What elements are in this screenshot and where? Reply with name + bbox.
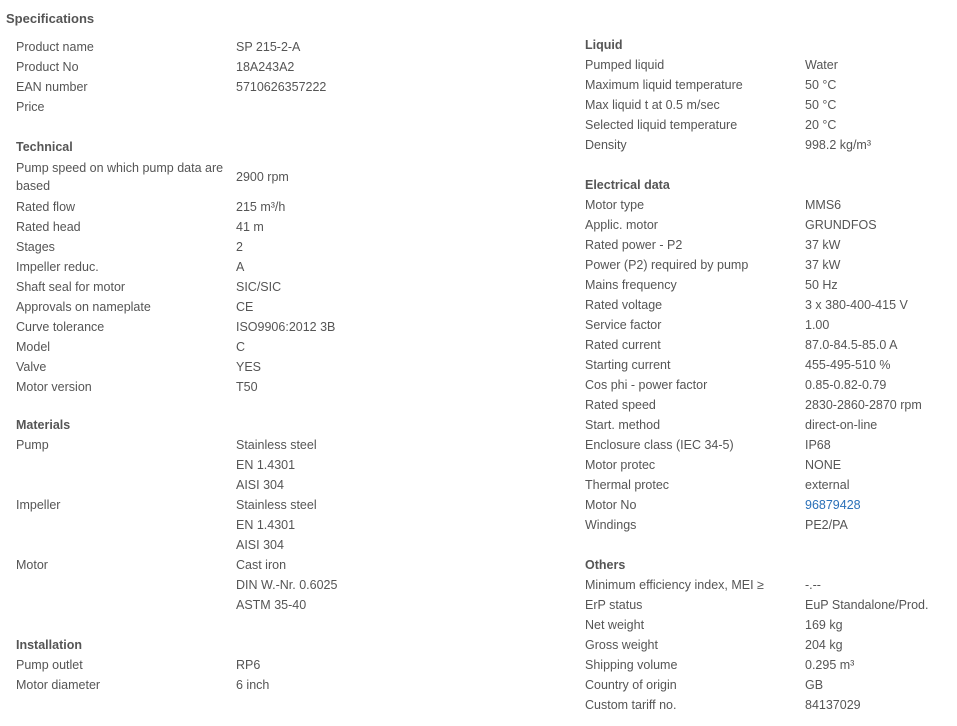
spec-label: Product name bbox=[16, 40, 94, 54]
spec-value: 50 °C bbox=[805, 98, 837, 112]
spec-value: 6 inch bbox=[236, 678, 270, 692]
spec-row bbox=[16, 217, 335, 237]
motor-number-link[interactable]: 96879428 bbox=[805, 498, 861, 512]
spec-label: Max liquid t at 0.5 m/sec bbox=[585, 98, 720, 112]
spec-value: 84137029 bbox=[805, 698, 861, 712]
spec-label: Density bbox=[585, 138, 627, 152]
spec-row bbox=[16, 317, 335, 337]
spec-row bbox=[585, 395, 922, 415]
spec-label: Motor version bbox=[16, 380, 92, 394]
spec-label: Enclosure class (IEC 34-5) bbox=[585, 438, 734, 452]
spec-value: RP6 bbox=[236, 658, 261, 672]
spec-value-line: Cast iron bbox=[236, 558, 287, 572]
spec-value: 998.2 kg/m³ bbox=[805, 138, 872, 152]
spec-row bbox=[16, 37, 326, 57]
spec-value: 169 kg bbox=[805, 618, 843, 632]
spec-value: 2830-2860-2870 rpm bbox=[805, 398, 922, 412]
spec-label: Gross weight bbox=[585, 638, 658, 652]
spec-value: 204 kg bbox=[805, 638, 843, 652]
spec-row bbox=[585, 55, 871, 75]
spec-row bbox=[16, 277, 335, 297]
spec-label: Motor protec bbox=[585, 458, 656, 472]
spec-row bbox=[585, 435, 922, 455]
spec-label: Product No bbox=[16, 60, 79, 74]
spec-value: SP 215-2-A bbox=[236, 40, 301, 54]
spec-value: 0.85-0.82-0.79 bbox=[805, 378, 887, 392]
spec-row bbox=[16, 57, 326, 77]
installation-section bbox=[16, 635, 269, 695]
spec-value: 2900 rpm bbox=[236, 170, 289, 184]
spec-value: NONE bbox=[805, 458, 842, 472]
spec-value: GRUNDFOS bbox=[805, 218, 877, 232]
spec-row bbox=[16, 435, 337, 495]
spec-label: Cos phi - power factor bbox=[585, 378, 708, 392]
spec-label: Pump outlet bbox=[16, 658, 83, 672]
spec-value bbox=[236, 435, 337, 495]
spec-row bbox=[16, 77, 326, 97]
spec-label: Windings bbox=[585, 518, 637, 532]
spec-row bbox=[585, 215, 922, 235]
spec-value: T50 bbox=[236, 380, 258, 394]
spec-label: Pump speed on which pump data are based bbox=[16, 161, 224, 193]
spec-value: GB bbox=[805, 678, 824, 692]
spec-label: Rated current bbox=[585, 338, 661, 352]
spec-label: Country of origin bbox=[585, 678, 677, 692]
spec-value: YES bbox=[236, 360, 262, 374]
spec-value: 0.295 m³ bbox=[805, 658, 855, 672]
general-section bbox=[16, 37, 326, 117]
spec-label: Shaft seal for motor bbox=[16, 280, 126, 294]
spec-row bbox=[585, 615, 928, 635]
spec-value: Water bbox=[805, 58, 838, 72]
spec-value-line: EN 1.4301 bbox=[236, 458, 296, 472]
spec-value bbox=[805, 495, 922, 515]
spec-value: 50 Hz bbox=[805, 278, 838, 292]
spec-value: 3 x 380-400-415 V bbox=[805, 298, 908, 312]
spec-row bbox=[585, 495, 922, 515]
spec-value: 50 °C bbox=[805, 78, 837, 92]
section-title: Liquid bbox=[585, 38, 623, 52]
spec-row bbox=[16, 495, 337, 555]
spec-value: ISO9906:2012 3B bbox=[236, 320, 336, 334]
spec-label: Rated voltage bbox=[585, 298, 663, 312]
spec-label: Curve tolerance bbox=[16, 320, 105, 334]
spec-label: Approvals on nameplate bbox=[16, 300, 151, 314]
spec-label: Rated head bbox=[16, 220, 81, 234]
spec-label: Motor diameter bbox=[16, 678, 101, 692]
spec-value: 455-495-510 % bbox=[805, 358, 891, 372]
spec-row bbox=[585, 675, 928, 695]
electrical-section bbox=[585, 175, 922, 535]
section-title: Others bbox=[585, 558, 626, 572]
spec-label: Minimum efficiency index, MEI ≥ bbox=[585, 578, 764, 592]
spec-value: 18A243A2 bbox=[236, 60, 295, 74]
spec-label: Service factor bbox=[585, 318, 662, 332]
materials-section bbox=[16, 415, 337, 615]
spec-row bbox=[585, 415, 922, 435]
section-title: Electrical data bbox=[585, 178, 670, 192]
spec-value-line: DIN W.-Nr. 0.6025 bbox=[236, 578, 338, 592]
spec-row bbox=[585, 455, 922, 475]
spec-row bbox=[585, 355, 922, 375]
spec-row bbox=[585, 375, 922, 395]
spec-label: Motor type bbox=[585, 198, 645, 212]
spec-row bbox=[585, 95, 871, 115]
spec-row bbox=[585, 315, 922, 335]
spec-value: 20 °C bbox=[805, 118, 837, 132]
spec-value: 1.00 bbox=[805, 318, 830, 332]
spec-label: Applic. motor bbox=[585, 218, 658, 232]
spec-row bbox=[585, 255, 922, 275]
spec-value: 87.0-84.5-85.0 A bbox=[805, 338, 898, 352]
spec-label: Thermal protec bbox=[585, 478, 670, 492]
spec-value: 37 kW bbox=[805, 238, 841, 252]
spec-label: Motor No bbox=[585, 498, 637, 512]
spec-value: direct-on-line bbox=[805, 418, 878, 432]
spec-value: 2 bbox=[236, 240, 243, 254]
spec-label: Rated power - P2 bbox=[585, 238, 683, 252]
spec-label: Start. method bbox=[585, 418, 661, 432]
others-section bbox=[585, 555, 928, 715]
spec-row bbox=[585, 695, 928, 715]
spec-label: Pump bbox=[16, 438, 49, 452]
spec-label: Rated flow bbox=[16, 200, 76, 214]
spec-row bbox=[585, 335, 922, 355]
spec-value-line: Stainless steel bbox=[236, 498, 317, 512]
spec-row bbox=[585, 235, 922, 255]
spec-value: 37 kW bbox=[805, 258, 841, 272]
spec-value: MMS6 bbox=[805, 198, 842, 212]
spec-value-line: Stainless steel bbox=[236, 438, 317, 452]
spec-value-line: AISI 304 bbox=[236, 538, 284, 552]
spec-row bbox=[16, 357, 335, 377]
spec-label: EAN number bbox=[16, 80, 88, 94]
spec-row bbox=[585, 655, 928, 675]
spec-value: C bbox=[236, 340, 246, 354]
spec-row bbox=[16, 675, 269, 695]
spec-value: A bbox=[236, 260, 245, 274]
spec-label: Power (P2) required by pump bbox=[585, 258, 749, 272]
spec-label: Pumped liquid bbox=[585, 58, 665, 72]
spec-value-line: EN 1.4301 bbox=[236, 518, 296, 532]
spec-row bbox=[16, 555, 337, 615]
spec-value: EuP Standalone/Prod. bbox=[805, 598, 929, 612]
spec-value-line: AISI 304 bbox=[236, 478, 284, 492]
section-title: Installation bbox=[16, 638, 82, 652]
spec-row bbox=[16, 197, 335, 217]
spec-label: Net weight bbox=[585, 618, 645, 632]
spec-row bbox=[585, 195, 922, 215]
liquid-section bbox=[585, 35, 871, 155]
spec-row bbox=[585, 75, 871, 95]
spec-value: IP68 bbox=[805, 438, 831, 452]
spec-row bbox=[585, 515, 922, 535]
spec-value: -.-- bbox=[805, 578, 821, 592]
spec-label: ErP status bbox=[585, 598, 643, 612]
spec-value: PE2/PA bbox=[805, 518, 848, 532]
spec-row bbox=[16, 655, 269, 675]
spec-label: Starting current bbox=[585, 358, 671, 372]
spec-value bbox=[236, 97, 326, 117]
spec-label: Model bbox=[16, 340, 51, 354]
spec-value: CE bbox=[236, 300, 254, 314]
spec-label: Impeller reduc. bbox=[16, 260, 99, 274]
spec-label: Selected liquid temperature bbox=[585, 118, 738, 132]
spec-row bbox=[585, 115, 871, 135]
spec-row bbox=[16, 237, 335, 257]
spec-row bbox=[16, 157, 335, 197]
spec-row bbox=[585, 635, 928, 655]
spec-label: Shipping volume bbox=[585, 658, 678, 672]
page-title: Specifications bbox=[6, 11, 95, 26]
spec-row bbox=[585, 475, 922, 495]
spec-row bbox=[585, 295, 922, 315]
spec-value-line: ASTM 35-40 bbox=[236, 598, 307, 612]
spec-value bbox=[236, 555, 337, 615]
section-title: Materials bbox=[16, 418, 71, 432]
spec-label: Price bbox=[16, 100, 45, 114]
spec-label: Maximum liquid temperature bbox=[585, 78, 743, 92]
spec-row bbox=[16, 297, 335, 317]
spec-label: Impeller bbox=[16, 498, 61, 512]
spec-label: Motor bbox=[16, 558, 48, 572]
spec-label: Custom tariff no. bbox=[585, 698, 677, 712]
spec-row bbox=[585, 575, 928, 595]
spec-label: Stages bbox=[16, 240, 55, 254]
spec-row bbox=[16, 97, 326, 117]
spec-value: 5710626357222 bbox=[236, 80, 327, 94]
spec-value: 215 m³/h bbox=[236, 200, 286, 214]
technical-section bbox=[16, 137, 335, 397]
spec-label: Mains frequency bbox=[585, 278, 677, 292]
spec-label: Rated speed bbox=[585, 398, 656, 412]
spec-value: SIC/SIC bbox=[236, 280, 282, 294]
spec-row bbox=[585, 595, 928, 615]
spec-row bbox=[585, 275, 922, 295]
spec-row bbox=[16, 257, 335, 277]
spec-row bbox=[585, 135, 871, 155]
spec-label: Valve bbox=[16, 360, 47, 374]
spec-row bbox=[16, 337, 335, 357]
spec-row bbox=[16, 377, 335, 397]
spec-value bbox=[236, 495, 337, 555]
spec-value: 41 m bbox=[236, 220, 264, 234]
spec-value: external bbox=[805, 478, 850, 492]
section-title: Technical bbox=[16, 140, 73, 154]
